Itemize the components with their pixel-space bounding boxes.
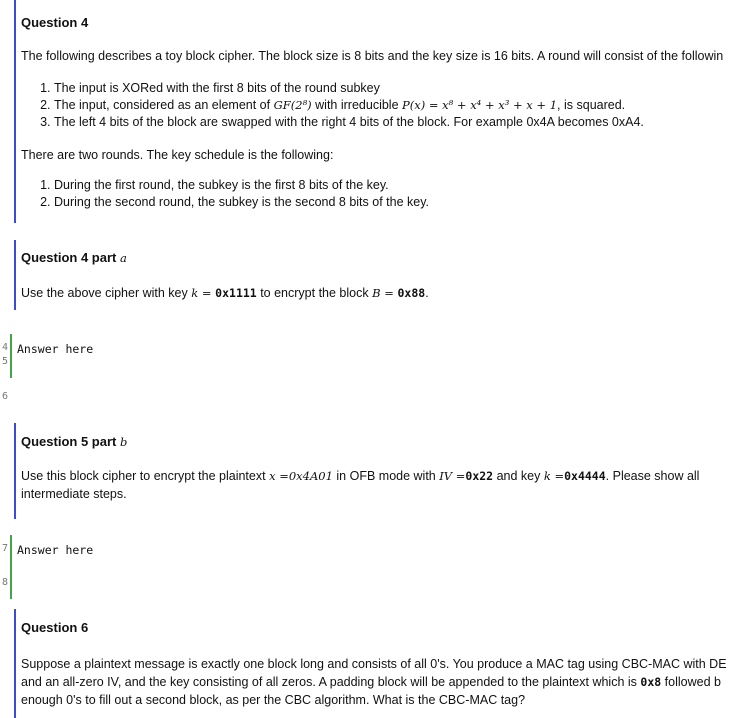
key-var-b: k [543, 469, 551, 483]
round-step-2-text: The input, considered as an element of [54, 98, 271, 112]
question-5b-heading-text: Question 5 part [21, 434, 117, 449]
question-6-line-2 [21, 673, 746, 691]
schedule-step-2: 2. During the second round, the subkey is the second 8 bits of the key. [54, 194, 429, 211]
question-6-heading: Question 6 [21, 620, 89, 635]
question-5b-heading [21, 434, 127, 449]
q4a-eq-1: = [198, 286, 216, 300]
galois-field: GF(2⁸) [273, 98, 312, 112]
key-var: k [191, 286, 199, 300]
q5b-text-and: and key [496, 469, 541, 483]
answer-cell-2[interactable] [10, 535, 746, 599]
question-4-intro: The following describes a toy block cipher. The block size is 8 bits and the key size is 16 bits. A round will consist of the followin [21, 49, 724, 63]
answer-placeholder-2[interactable]: Answer here [17, 543, 94, 557]
answer-cell-1[interactable] [10, 334, 746, 378]
question-4a-heading-text: Question 4 part [21, 250, 117, 265]
block-value: 0x88 [397, 286, 426, 300]
schedule-step-1: 1. During the first round, the subkey is the first 8 bits of the key. [54, 177, 429, 194]
round-step-2 [54, 97, 644, 114]
q4a-text-pre: Use the above cipher with key [21, 286, 188, 300]
part-letter-a: a [119, 251, 127, 265]
q6-line2-pre: and an all-zero IV, and the key consisting of all zeros. A padding block will be appended to the plaintext which is [21, 675, 637, 689]
q5b-text-end: . Please show all [605, 469, 700, 483]
answer-placeholder-1[interactable]: Answer here [17, 342, 94, 356]
line-number: 4 [1, 342, 8, 353]
iv-value: 0x22 [465, 469, 494, 483]
line-number: 5 [1, 356, 8, 367]
round-step-3: 3. The left 4 bits of the block are swapped with the right 4 bits of the block. For example 0x4A becomes 0xA4. [54, 114, 644, 131]
line-number: 7 [1, 543, 8, 554]
round-step-2-mid: with irreducible [315, 98, 399, 112]
question-6-line-3: enough 0's to fill out a second block, as per the CBC algorithm. What is the CBC-MAC tag? [21, 693, 526, 707]
irreducible-polynomial: P(x) = x⁸ + x⁴ + x³ + x + 1 [402, 98, 558, 112]
key-schedule-list [16, 177, 429, 211]
line-number: 8 [1, 577, 8, 588]
question-4-cell[interactable] [14, 0, 746, 223]
question-5b-text: Use this block cipher to encrypt the plaintext x =0x4A01 in OFB mode with IV =0x22 and key k =0x4444. Please show all [21, 469, 700, 483]
key-value: 0x1111 [215, 286, 257, 300]
question-6-line-1: Suppose a plaintext message is exactly one block long and consists of all 0's. You produce a MAC tag using CBC-MAC with DE [21, 657, 727, 671]
round-step-1: 1. The input is XORed with the first 8 bits of the round subkey [54, 80, 644, 97]
block-var: B [372, 286, 381, 300]
plaintext-var: x [269, 469, 276, 483]
question-6-cell[interactable] [14, 609, 746, 718]
q4a-eq-2: = [380, 286, 398, 300]
part-letter-b: b [119, 435, 128, 449]
question-5b-cell[interactable] [14, 423, 746, 519]
line-number: 6 [1, 391, 8, 402]
rounds-text: There are two rounds. The key schedule is the following: [21, 148, 334, 162]
question-4a-text [21, 284, 429, 302]
q4a-text-mid: to encrypt the block [260, 286, 369, 300]
q6-line2-post: followed b [664, 675, 721, 689]
key-value-b: 0x4444 [564, 469, 606, 483]
question-5b-text-line2: intermediate steps. [21, 487, 127, 501]
q4a-text-end: . [425, 286, 429, 300]
padding-value: 0x8 [640, 675, 662, 689]
question-4a-heading [21, 250, 127, 265]
iv-var: IV [439, 469, 453, 483]
q5b-text-mid: in OFB mode with [336, 469, 436, 483]
q5b-text-pre: Use this block cipher to encrypt the plaintext [21, 469, 266, 483]
round-steps-list [16, 80, 644, 131]
question-4a-cell[interactable] [14, 240, 746, 310]
question-4-heading: Question 4 [21, 15, 89, 30]
plaintext-value: 0x4A01 [288, 469, 333, 483]
round-step-2-end: , is squared. [557, 98, 626, 112]
